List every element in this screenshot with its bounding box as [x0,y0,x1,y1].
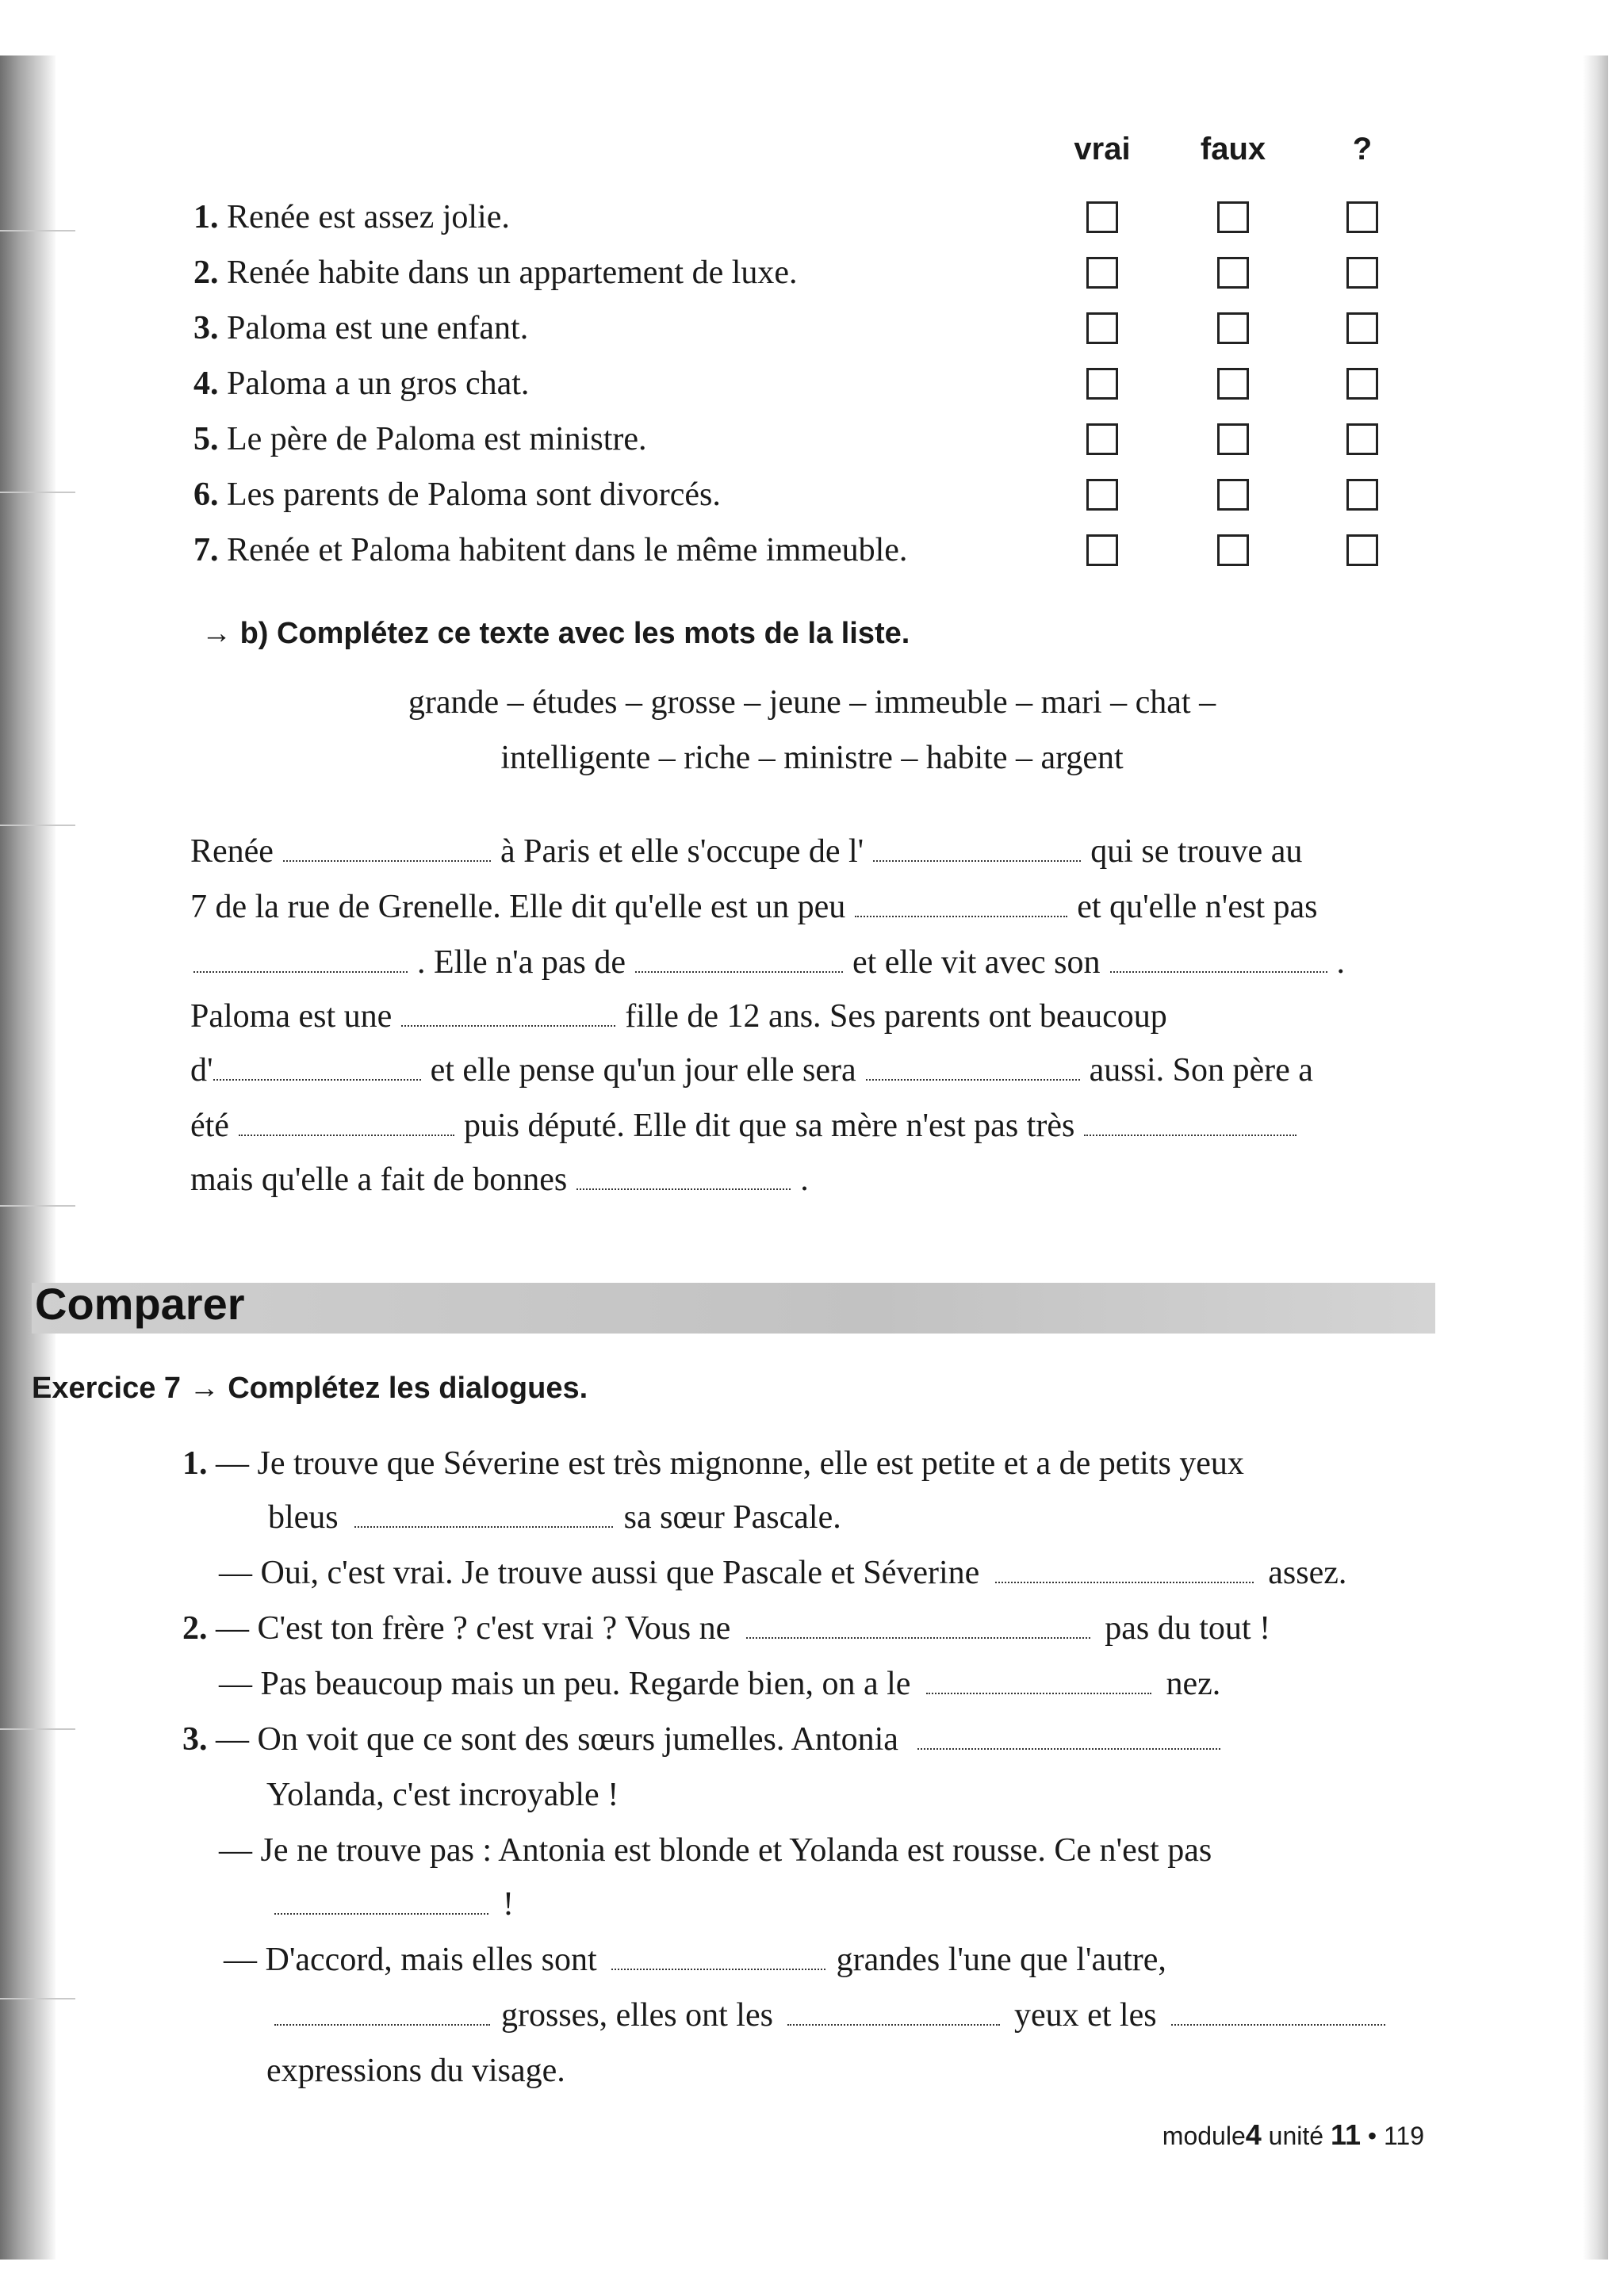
checkbox-vrai[interactable] [1086,368,1118,400]
statement-4: 4. Paloma a un gros chat. [193,365,530,402]
arrow-icon: → [201,617,232,650]
page-footer: module4 unité 11 • 119 [1162,2118,1424,2151]
text-line: 7 de la rue de Grenelle. Elle dit qu'elle est un peu et qu'elle n'est pas [190,889,1318,925]
checkbox-unknown[interactable] [1346,423,1378,455]
blank-field[interactable] [354,1502,613,1528]
blank-field[interactable] [746,1613,1090,1639]
column-header-faux: faux [1200,132,1266,166]
checkbox-faux[interactable] [1217,423,1249,455]
statement-1: 1. Renée est assez jolie. [193,199,510,235]
checkbox-faux[interactable] [1217,201,1249,233]
text-line: mais qu'elle a fait de bonnes . [190,1161,809,1198]
checkbox-faux[interactable] [1217,368,1249,400]
spine-mark [0,1728,75,1730]
exercise-7-instruction: Exercice 7 → Complétez les dialogues. [32,1372,588,1405]
spine-mark [0,1998,75,1999]
blank-field[interactable] [576,1165,791,1190]
blank-field[interactable] [1171,2000,1385,2026]
checkbox-faux[interactable] [1217,479,1249,511]
column-header-vrai: vrai [1074,132,1131,166]
blank-field[interactable] [239,1111,454,1136]
blank-field[interactable] [995,1558,1254,1583]
blank-field[interactable] [274,2000,490,2026]
blank-field[interactable] [1110,947,1327,973]
dialogue-line: 1. — Je trouve que Séverine est très mignonne, elle est petite et a de petits yeux [182,1445,1244,1482]
checkbox-unknown[interactable] [1346,534,1378,566]
blank-field[interactable] [873,836,1081,862]
blank-field[interactable] [193,947,408,973]
page-number: 119 [1383,2122,1424,2150]
dialogue-line: — Oui, c'est vrai. Je trouve aussi que Pascale et Séverine assez. [219,1555,1347,1591]
dialogue-line: Yolanda, c'est incroyable ! [266,1777,619,1813]
blank-field[interactable] [274,1889,488,1915]
checkbox-unknown[interactable] [1346,479,1378,511]
dialogue-line: — Je ne trouve pas : Antonia est blonde et Yolanda est rousse. Ce n'est pas [219,1832,1212,1869]
dialogue-line: — D'accord, mais elles sont grandes l'une que l'autre, [224,1942,1166,1978]
checkbox-faux[interactable] [1217,312,1249,344]
dialogue-line: grosses, elles ont les yeux et les [266,1996,1385,2034]
statement-7: 7. Renée et Paloma habitent dans le même immeuble. [193,532,908,568]
blank-field[interactable] [866,1055,1080,1081]
text-line: . Elle n'a pas de et elle vit avec son . [190,943,1345,982]
statement-6: 6. Les parents de Paloma sont divorcés. [193,476,721,513]
checkbox-unknown[interactable] [1346,201,1378,233]
section-title: Comparer [35,1279,245,1329]
word-list-line-2: intelligente – riche – ministre – habite – argent [500,740,1124,776]
checkbox-unknown[interactable] [1346,257,1378,289]
checkbox-unknown[interactable] [1346,368,1378,400]
column-header-unknown: ? [1352,132,1373,166]
blank-field[interactable] [635,947,843,973]
spine-mark [0,492,75,493]
checkbox-vrai[interactable] [1086,257,1118,289]
part-b-instruction: → b) Complétez ce texte avec les mots de la liste. [201,617,910,650]
text-line: d' et elle pense qu'un jour elle sera aussi. Son père a [190,1052,1313,1089]
blank-field[interactable] [855,892,1067,917]
checkbox-vrai[interactable] [1086,423,1118,455]
spine-mark [0,230,75,232]
checkbox-unknown[interactable] [1346,312,1378,344]
word-list-line-1: grande – études – grosse – jeune – immeuble – mari – chat – [408,684,1216,721]
dialogue-line: ! [266,1885,514,1923]
book-spine-shadow [0,55,56,2260]
blank-field[interactable] [611,1945,825,1970]
statement-3: 3. Paloma est une enfant. [193,310,529,346]
dialogue-line: 2. — C'est ton frère ? c'est vrai ? Vous ne pas du tout ! [182,1610,1271,1647]
dialogue-line: bleus sa sœur Pascale. [268,1499,841,1536]
text-line: Renée à Paris et elle s'occupe de l' qui se trouve au [190,833,1303,870]
statement-5: 5. Le père de Paloma est ministre. [193,421,647,457]
dialogue-line: 3. — On voit que ce sont des sœurs jumelles. Antonia [182,1720,1220,1758]
blank-field[interactable] [917,1724,1220,1750]
checkbox-vrai[interactable] [1086,479,1118,511]
checkbox-faux[interactable] [1217,534,1249,566]
blank-field[interactable] [1084,1111,1297,1136]
blank-field[interactable] [926,1669,1151,1694]
blank-field[interactable] [787,2000,1000,2026]
blank-field[interactable] [213,1055,421,1081]
checkbox-vrai[interactable] [1086,312,1118,344]
page-right-edge [1583,55,1608,2260]
dialogue-line: expressions du visage. [266,2053,565,2089]
blank-field[interactable] [401,1001,615,1027]
text-line: Paloma est une fille de 12 ans. Ses parents ont beaucoup [190,998,1167,1035]
checkbox-faux[interactable] [1217,257,1249,289]
blank-field[interactable] [283,836,491,862]
spine-mark [0,825,75,826]
spine-mark [0,1205,75,1207]
arrow-icon: → [189,1372,220,1405]
text-line: été puis député. Elle dit que sa mère n'est pas très [190,1107,1306,1145]
dialogue-line: — Pas beaucoup mais un peu. Regarde bien, on a le nez. [219,1666,1221,1702]
checkbox-vrai[interactable] [1086,201,1118,233]
statement-2: 2. Renée habite dans un appartement de luxe. [193,254,798,291]
checkbox-vrai[interactable] [1086,534,1118,566]
